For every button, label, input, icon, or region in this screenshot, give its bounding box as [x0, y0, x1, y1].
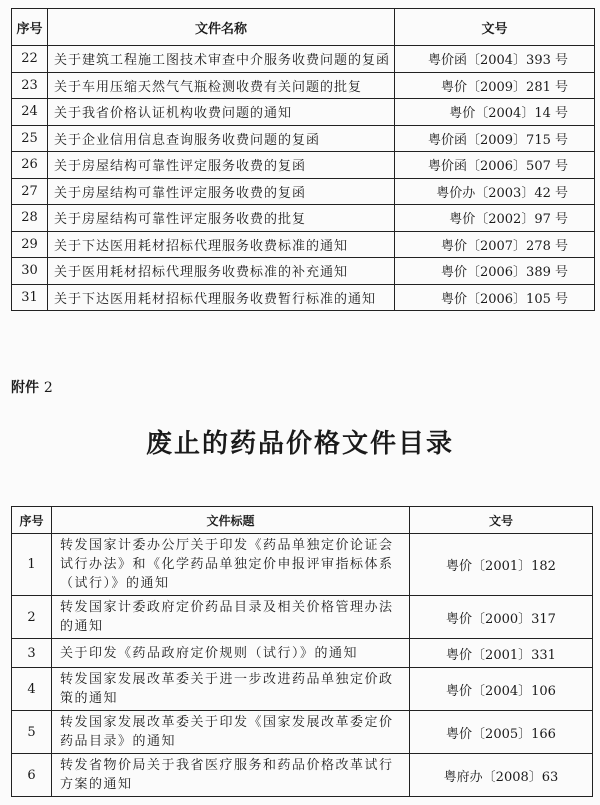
row-title: 转发国家发展改革委关于印发《国家发展改革委定价药品目录》的通知	[52, 711, 410, 754]
row-doc-number: 粤价〔2002〕97 号	[395, 205, 595, 232]
row-title: 转发国家计委政府定价药品目录及相关价格管理办法的通知	[52, 596, 410, 639]
table-row	[12, 754, 593, 797]
row-seq: 31	[12, 284, 48, 311]
row-doc-number: 粤价〔2004〕14 号	[395, 99, 595, 126]
row-doc-number: 粤价〔2005〕166	[410, 711, 593, 754]
page-title: 废止的药品价格文件目录	[145, 429, 454, 459]
row-title: 关于印发《药品政府定价规则（试行）》的通知	[52, 639, 410, 668]
row-seq: 29	[12, 231, 48, 258]
attachment-word: 附件	[11, 380, 39, 396]
table-row	[12, 205, 595, 232]
row-seq: 26	[12, 152, 48, 179]
attachment-number: 2	[43, 380, 53, 396]
row-doc-number: 粤价函〔2004〕393 号	[395, 46, 595, 73]
row-doc-number: 粤价〔2009〕281 号	[395, 72, 595, 99]
table-row	[12, 72, 595, 99]
table-row	[12, 668, 593, 711]
table-row	[12, 596, 593, 639]
row-name: 关于房屋结构可靠性评定服务收费的复函	[48, 152, 395, 179]
header-doc-number: 文号	[410, 507, 593, 534]
row-doc-number: 粤价〔2004〕106	[410, 668, 593, 711]
table-row	[12, 639, 593, 668]
row-seq: 28	[12, 205, 48, 232]
row-doc-number: 粤价〔2001〕331	[410, 639, 593, 668]
table-row	[12, 231, 595, 258]
header-doc-number: 文号	[395, 9, 595, 46]
row-doc-number: 粤价〔2006〕105 号	[395, 284, 595, 311]
row-seq: 22	[12, 46, 48, 73]
row-name: 关于建筑工程施工图技术审查中介服务收费问题的复函	[48, 46, 395, 73]
row-seq: 5	[12, 711, 52, 754]
row-seq: 25	[12, 125, 48, 152]
row-seq: 30	[12, 258, 48, 285]
table-row	[12, 99, 595, 126]
table-row	[12, 284, 595, 311]
header-name: 文件名称	[48, 9, 395, 46]
fee-documents-table	[11, 8, 595, 311]
row-seq: 2	[12, 596, 52, 639]
row-name: 关于房屋结构可靠性评定服务收费的批复	[48, 205, 395, 232]
table-row	[12, 178, 595, 205]
row-seq: 1	[12, 534, 52, 596]
row-title: 转发国家计委办公厅关于印发《药品单独定价论证会试行办法》和《化学药品单独定价申报评审指标体系（试行）》的通知	[52, 534, 410, 596]
row-doc-number: 粤价〔2006〕389 号	[395, 258, 595, 285]
table-row	[12, 258, 595, 285]
row-title: 转发省物价局关于我省医疗服务和药品价格改革试行方案的通知	[52, 754, 410, 797]
row-seq: 3	[12, 639, 52, 668]
row-name: 关于房屋结构可靠性评定服务收费的复函	[48, 178, 395, 205]
table-row	[12, 534, 593, 596]
row-name: 关于下达医用耗材招标代理服务收费暂行标准的通知	[48, 284, 395, 311]
row-doc-number: 粤价〔2007〕278 号	[395, 231, 595, 258]
row-name: 关于车用压缩天然气气瓶检测收费有关问题的批复	[48, 72, 395, 99]
row-seq: 6	[12, 754, 52, 797]
row-name: 关于我省价格认证机构收费问题的通知	[48, 99, 395, 126]
row-seq: 4	[12, 668, 52, 711]
header-title: 文件标题	[52, 507, 410, 534]
row-seq: 27	[12, 178, 48, 205]
drug-price-documents-table	[11, 506, 593, 797]
row-title: 转发国家发展改革委关于进一步改进药品单独定价政策的通知	[52, 668, 410, 711]
row-doc-number: 粤价函〔2006〕507 号	[395, 152, 595, 179]
row-doc-number: 粤价〔2001〕182	[410, 534, 593, 596]
table-row	[12, 125, 595, 152]
table-row	[12, 711, 593, 754]
table-header-row	[12, 507, 593, 534]
row-name: 关于医用耗材招标代理服务收费标准的补充通知	[48, 258, 395, 285]
row-seq: 24	[12, 99, 48, 126]
table-row	[12, 152, 595, 179]
table-row	[12, 46, 595, 73]
row-doc-number: 粤价函〔2009〕715 号	[395, 125, 595, 152]
row-name: 关于企业信用信息查询服务收费问题的复函	[48, 125, 395, 152]
attachment-label	[11, 377, 53, 397]
header-seq: 序号	[12, 9, 48, 46]
row-name: 关于下达医用耗材招标代理服务收费标准的通知	[48, 231, 395, 258]
header-seq: 序号	[12, 507, 52, 534]
row-seq: 23	[12, 72, 48, 99]
row-doc-number: 粤府办〔2008〕63	[410, 754, 593, 797]
row-doc-number: 粤价〔2000〕317	[410, 596, 593, 639]
row-doc-number: 粤价办〔2003〕42 号	[395, 178, 595, 205]
table-header-row	[12, 9, 595, 46]
